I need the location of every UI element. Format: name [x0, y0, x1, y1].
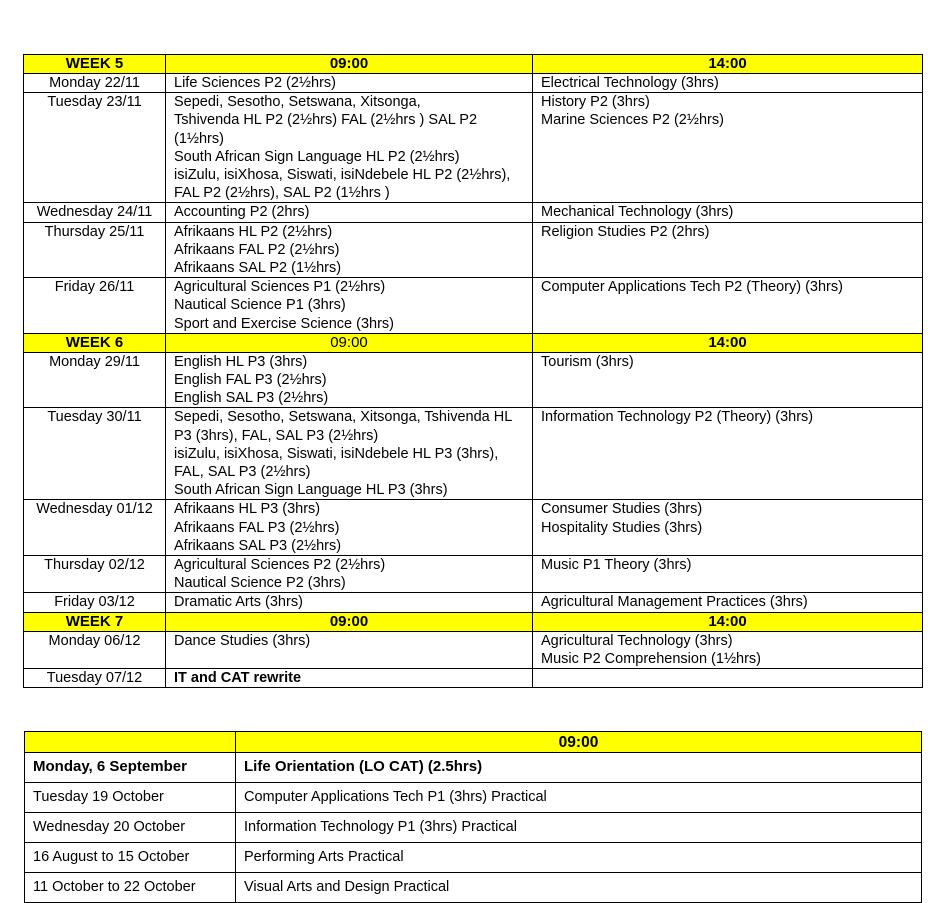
table-row: [24, 203, 923, 222]
practical-date: 11 October to 22 October: [25, 873, 236, 903]
table-row: [24, 556, 923, 593]
table-row: [25, 783, 922, 813]
week-label: WEEK 7: [24, 612, 166, 631]
morning-subjects: Agricultural Sciences P1 (2½hrs) Nautical Science P1 (3hrs) Sport and Exercise Science (3hrs): [166, 278, 533, 334]
exam-day: Monday 22/11: [24, 74, 166, 93]
practical-subject: Computer Applications Tech P1 (3hrs) Practical: [236, 783, 922, 813]
practical-subject: Life Orientation (LO CAT) (2.5hrs): [236, 753, 922, 783]
exam-timetable: [23, 54, 923, 688]
table-row: [24, 93, 923, 203]
table-row: [24, 278, 923, 334]
practical-date: Tuesday 19 October: [25, 783, 236, 813]
practical-subject: Performing Arts Practical: [236, 843, 922, 873]
morning-subjects: Life Sciences P2 (2½hrs): [166, 74, 533, 93]
exam-day: Tuesday 07/12: [24, 669, 166, 688]
afternoon-subjects: [533, 669, 923, 688]
afternoon-subjects: Consumer Studies (3hrs) Hospitality Studies (3hrs): [533, 500, 923, 556]
table-row: [24, 500, 923, 556]
morning-session-time: 09:00: [166, 612, 533, 631]
exam-day: Wednesday 24/11: [24, 203, 166, 222]
morning-session-time: 09:00: [166, 333, 533, 352]
header-empty-cell: [25, 732, 236, 753]
table-row: [25, 873, 922, 903]
afternoon-subjects: Agricultural Technology (3hrs) Music P2 Comprehension (1½hrs): [533, 631, 923, 668]
week-header-row: [24, 333, 923, 352]
table-row: [24, 631, 923, 668]
morning-subjects: Accounting P2 (2hrs): [166, 203, 533, 222]
afternoon-subjects: Computer Applications Tech P2 (Theory) (3hrs): [533, 278, 923, 334]
practical-session-time: 09:00: [236, 732, 922, 753]
afternoon-subjects: Religion Studies P2 (2hrs): [533, 222, 923, 278]
afternoon-subjects: Information Technology P2 (Theory) (3hrs): [533, 408, 923, 500]
afternoon-session-time: 14:00: [533, 333, 923, 352]
morning-subjects: Afrikaans HL P3 (3hrs) Afrikaans FAL P3 (2½hrs) Afrikaans SAL P3 (2½hrs): [166, 500, 533, 556]
afternoon-subjects: Agricultural Management Practices (3hrs): [533, 593, 923, 612]
afternoon-subjects: Electrical Technology (3hrs): [533, 74, 923, 93]
exam-day: Friday 03/12: [24, 593, 166, 612]
table-row: [24, 408, 923, 500]
practical-date: Monday, 6 September: [25, 753, 236, 783]
table-row: [24, 74, 923, 93]
exam-day: Thursday 25/11: [24, 222, 166, 278]
morning-subjects: Dance Studies (3hrs): [166, 631, 533, 668]
afternoon-subjects: Mechanical Technology (3hrs): [533, 203, 923, 222]
morning-subjects: English HL P3 (3hrs) English FAL P3 (2½hrs) English SAL P3 (2½hrs): [166, 352, 533, 408]
exam-day: Thursday 02/12: [24, 556, 166, 593]
table-row: [25, 813, 922, 843]
table-row: [24, 222, 923, 278]
practical-date: 16 August to 15 October: [25, 843, 236, 873]
week-label: WEEK 5: [24, 55, 166, 74]
afternoon-subjects: History P2 (3hrs) Marine Sciences P2 (2½hrs): [533, 93, 923, 203]
table-row: [25, 843, 922, 873]
afternoon-session-time: 14:00: [533, 55, 923, 74]
morning-subjects: [166, 669, 533, 688]
morning-subjects: Dramatic Arts (3hrs): [166, 593, 533, 612]
table-row: [24, 593, 923, 612]
week-label: WEEK 6: [24, 333, 166, 352]
morning-subjects: Agricultural Sciences P2 (2½hrs) Nautical Science P2 (3hrs): [166, 556, 533, 593]
exam-day: Tuesday 23/11: [24, 93, 166, 203]
table-row: [24, 669, 923, 688]
rewrite-note: IT and CAT rewrite: [174, 670, 302, 687]
afternoon-session-time: 14:00: [533, 612, 923, 631]
morning-subjects: Afrikaans HL P2 (2½hrs) Afrikaans FAL P2 (2½hrs) Afrikaans SAL P2 (1½hrs): [166, 222, 533, 278]
practical-date: Wednesday 20 October: [25, 813, 236, 843]
exam-day: Friday 26/11: [24, 278, 166, 334]
week-header-row: [24, 612, 923, 631]
afternoon-subjects: Music P1 Theory (3hrs): [533, 556, 923, 593]
exam-day: Monday 06/12: [24, 631, 166, 668]
morning-subjects: Sepedi, Sesotho, Setswana, Xitsonga, Tshivenda HL P3 (3hrs), FAL, SAL P3 (2½hrs) isiZulu, isiXhosa, Siswati, isiNdebele HL P3 (3hrs), FAL, SAL P3 (2½hrs) South African Sign Language HL P3 (3hrs): [166, 408, 533, 500]
afternoon-subjects: Tourism (3hrs): [533, 352, 923, 408]
practical-subject: Information Technology P1 (3hrs) Practical: [236, 813, 922, 843]
morning-subjects: Sepedi, Sesotho, Setswana, Xitsonga, Tshivenda HL P2 (2½hrs) FAL (2½hrs ) SAL P2 (1½hrs) South African Sign Language HL P2 (2½hrs) isiZulu, isiXhosa, Siswati, isiNdebele HL P2 (2½hrs), FAL P2 (2½hrs), SAL P2 (1½hrs ): [166, 93, 533, 203]
exam-day: Monday 29/11: [24, 352, 166, 408]
exam-day: Tuesday 30/11: [24, 408, 166, 500]
practical-header-row: [25, 732, 922, 753]
table-row: [24, 352, 923, 408]
week-header-row: [24, 55, 923, 74]
morning-session-time: 09:00: [166, 55, 533, 74]
exam-day: Wednesday 01/12: [24, 500, 166, 556]
table-row: [25, 753, 922, 783]
practical-subject: Visual Arts and Design Practical: [236, 873, 922, 903]
practical-timetable: [24, 731, 922, 903]
